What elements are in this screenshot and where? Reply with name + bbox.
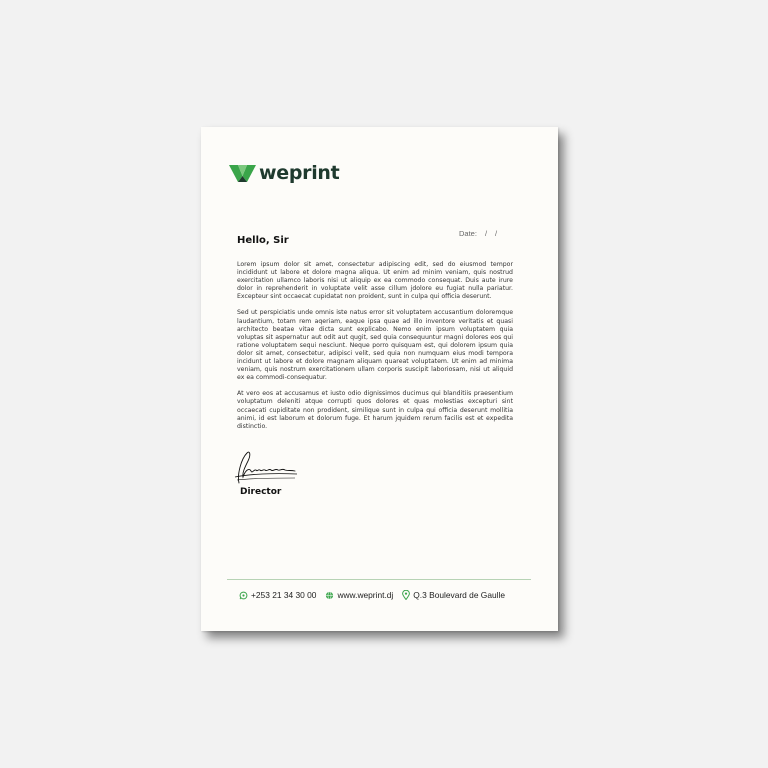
website-link[interactable]: www.weprint.dj [337, 590, 394, 600]
phone-number[interactable]: +253 21 34 30 00 [251, 590, 317, 600]
contact-footer [239, 590, 505, 600]
brand-logo [229, 164, 339, 183]
map-pin-icon [402, 590, 410, 600]
paragraph: At vero eos at accusamus et iusto odio dignissimos ducimus qui blanditiis praesentium voluptatum deleniti atque corrupti quos dolores et quas molestias excepturi sint occaecati cupiditate non prodident, similique sunt in culpa qui officia deserunt mollitia animi, id est laborum et dolorum fuge. Et harum jquidem rerum facilis est et expedita distinctio. [237, 390, 513, 430]
signature-image [233, 449, 299, 485]
footer-divider [227, 579, 531, 580]
date-label: Date: [459, 229, 477, 238]
paragraph: Lorem ipsum dolor sit amet, consectetur adipiscing edit, sed do eiusmod tempor incididunt ut labore et dolore magna aliqua. Ut enim ad minim veniam, quis nostrud exercitation ullamco laboris nisi ut aliquip ex ea commodo consequat. Duis aute irure dolor in reprehenderit in voluptate velit asse cillum jdolore eu fugiat nulla pariatur. Excepteur sint occaecat cupidatat non proident, sunt in culpa qui officia deserunt. [237, 261, 513, 301]
globe-icon [325, 591, 334, 600]
date-field [459, 229, 497, 238]
letter-body [237, 261, 513, 439]
date-separator: / [495, 229, 498, 238]
weprint-logo-mark-icon [229, 164, 256, 183]
signature-title: Director [240, 487, 282, 497]
footer-phone [239, 590, 316, 600]
date-separator: / [484, 229, 488, 238]
footer-website [325, 590, 393, 600]
address-text: Q.3 Boulevard de Gaulle [413, 590, 506, 600]
footer-address [402, 590, 505, 600]
whatsapp-icon [239, 591, 248, 600]
letterhead-page [201, 127, 558, 631]
brand-name: weprint [259, 162, 340, 184]
paragraph: Sed ut perspiciatis unde omnis iste natus error sit voluptatem accusantium doloremque laudantium, totam rem aqeriam, eaque ipsa quae ad illo inventore veritatis et quasi architecto beatae vitae dicta sunt explicabo. Nemo enim ipsum voluptatem quia voluptas sit aspernatur aut odit aut qugit, sed quia consequuntur magni dolores eos qui ratione voluptatem sequi nesciunt. Neque porro quisquam est, qui dolorem ipsum quia dolor sit amet, consectetur, adipisci velit, sed quia non numquam eius modi tempora incidunt ut labore et dolore magnam aliquam quareat voluptatem. Ut enim ad minima veniam, quis nostrum exercitationem ullam corporis suscipit laboriosam, nisi ut aliquid ex ea commodi-consequatur. [237, 309, 513, 382]
greeting: Hello, Sir [237, 235, 289, 246]
